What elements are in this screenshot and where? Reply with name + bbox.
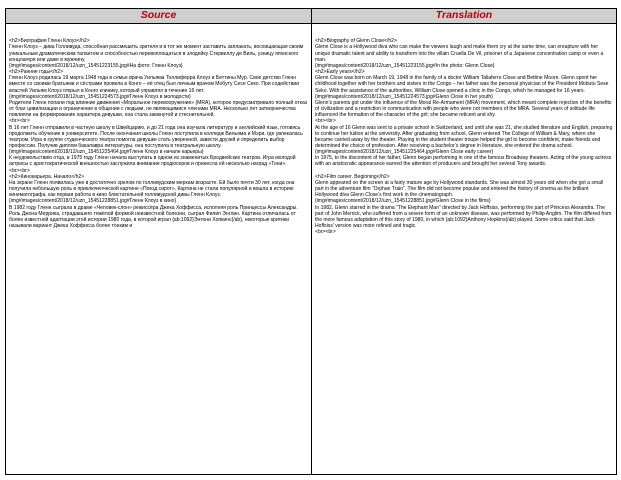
source-header: Source: [6, 9, 312, 24]
source-paragraph: В 1982 году Гленн сыграла в драме «Человек-слон» режиссёра Джека Хоффисса, исполняя роль Принцессы Александры. Роль Джона Меррика, страдавшего тяжёлой формой неизвестной болезни, сыграл Филип Энглин. Картина отличалась от более известной адаптации этой истории 1980 года, в которой играл {ab:1092}Энтони Хопкинс{/ab}, некоторые критики называли вариант Джека Хоффисса более тонким и: [9, 204, 300, 229]
translation-paragraph: Glenn’s parents got under the influence of the Moral Re-Armament (MRA) movement, which meant complete rejection of the benefits of civilization and a restriction in communication with people who were not members of the MRA. Several years of solitude life influenced the formation of the character of the girl; she became reticent and shy.: [315, 99, 613, 119]
translation-paragraph: {img#images/content/2018/12/uzn_15451223155.jpg#In the photo: Glenn Close}: [315, 62, 495, 69]
source-paragraph: {img#images/content/2018/12/uzn_15451224573.jpg#Гленн Клоуз в молодости}: [9, 93, 191, 100]
translation-header: Translation: [312, 9, 617, 24]
translation-paragraph: {img#images/content/2018/12/uzn_15451228851.jpg#Glenn Close in the films}: [315, 198, 491, 205]
translation-paragraph: Glenn Close is a Hollywood diva who can make the viewers laugh and make them cry at the same time, can enrapture with her unique dramatic talent and ability to transform into the villain Cruella De Vil, prisoner of a Japanese concentration camp or even a man.: [315, 44, 605, 63]
header-row: [6, 9, 617, 24]
translation-paragraph: <h2>Biography of Glenn Close</h2>: [315, 38, 397, 45]
translation-paragraph: <br><br>: [315, 118, 336, 125]
source-text: [9, 38, 308, 229]
translation-paragraph: Glenn Close was born on March 19, 1948 in the family of a doctor William Taliaferro Close and Bettine Moore. Glenn spent her childhood together with her brothers and sisters in the Congo – her father was the personal physician of the President Mobutu Sese Seko. With the assistance of the authorities, William Close opened a clinic in the Congo, which he managed for 16 years.: [315, 75, 610, 94]
translation-paragraph: <br><br>: [315, 229, 336, 236]
source-paragraph: {img#images/content/2018/12/uzn_15451228851.jpg#Гленн Клоуз в кино}: [9, 198, 177, 205]
source-paragraph: {img#images/content/2018/12/uzn_15451223155.jpg#На фото: Гленн Клоуз}: [9, 62, 183, 69]
source-paragraph: Гленн Клоуз – дива Голливуда, способная рассмешить зрителя и в тот же момент заставить заплакать, восхищающая своим уникальным драматическим талантом и способностью перевоплощаться в злодейку Стервеллу де Виль, узницу японского концлагеря или даже в мужчину.: [9, 44, 305, 63]
translation-paragraph: In 1975, to the discontent of her father, Glenn began performing in one of the famous Broadway theaters. Acting of the young actress with an aristocratic appearance earned the attention of producers and brought her several Tony awards.: [315, 155, 613, 168]
source-paragraph: Гленн Клоуз родилась 19 марта 1948 года в семье врача Уильяма Толлиферра Клоуз и Беттины Мур. Свое детство Гленн вместе со своими братьями и сёстрами провела в Конго – её отец был личным врачом Мобуту Сесе Секо. При содействии властей Уильям Клоуз открыл в Конго клинику, который управлял в течение 16 лет.: [9, 75, 301, 94]
translation-paragraph: <h2>Early years</h2>: [315, 69, 365, 76]
translation-paragraph: Glenn appeared on the screen at a fairly mature age by Hollywood standards. She was almost 30 years old when she got a small part in the adventure film “Orphan Train”. The film did not become popular and entered the history of cinema as the brilliant Hollywood diva Glenn Close’s first work in the cinematograph.: [315, 179, 605, 199]
source-paragraph: <br><br>: [9, 167, 30, 174]
source-paragraph: {img#images/content/2018/12/uzn_15451225464.jpg#Гленн Клоуз в начале карьеры}: [9, 149, 204, 156]
translation-paragraph: {img#images/content/2018/12/uzn_15451225464.jpg#Glenn Close early career}: [315, 149, 494, 156]
translation-cell: [312, 24, 617, 475]
translation-paragraph: At the age of 16 Glenn was sent to a private school in Switzerland, and until she was 21, she studied literature and English, preparing to continue her tuition at the university. After graduating from school, Glenn entered The College of William & Mary, where she became carried away by the theater. Playing in the student theater troupe helped the girl to become confident, make friends and determined the choice of profession. After receiving a bachelor’s degree in literature, she entered the drama school.: [315, 124, 614, 149]
source-paragraph: К неудовольствию отца, в 1975 году Гленн начала выступать в одном из знаменитых Бродвейских театров. Игра молодой актрисы с аристократической внешностью заслужила внимание продюсеров и принесла ей несколько наград «Тони».: [9, 155, 298, 168]
source-paragraph: В 16 лет Гленн отправили в частную школу в Швейцарию, и до 21 года она изучала литературу и английский язык, готовясь продолжить обучение в университете. После окончания школы Гленн поступила в колледж Вильяма и Мэри, где увлекалась театром. Игра в группе студенческого театра помогла девушке стать уверенной, завести друзей и определить выбор профессии. Получив диплом бакалавра литературы, она поступила в театральную школу.: [9, 124, 305, 149]
source-paragraph: Родители Гленн попали под влияние движения «Моральное перевооружение» (MRA), которое предусматривало полный отказ от благ цивилизации и ограничение в общении с людьми, не являющимися членами MRA. Несколько лет затворничества повлияли на формирование характера девушки, она стала замкнутой и стеснительной.: [9, 99, 309, 119]
source-cell: [6, 24, 312, 475]
translation-paragraph: {img#images/content/2018/12/uzn_15451224573.jpg#Glenn Close in her youth}: [315, 93, 493, 100]
translation-paragraph: <h2>Film career. Beginning</h2>: [315, 173, 390, 180]
translation-text: [315, 38, 613, 235]
content-row: [6, 24, 617, 475]
translation-paragraph: In 1982, Glenn starred in the drama “The Elephant Man” directed by Jack Hoffsiss, performing the part of Princess Alexandra. The part of John Merrick, who suffered from a severe form of an unknown disease, was performed by Philip Anglim. The film differed from the more famous adaptation of this story of 1980, in which {ab:1092}Anthony Hopkins{/ab} played. Some critics said that Jack Hoffsiss’ version was more refined and tragic.: [315, 204, 613, 229]
source-translation-table: [5, 8, 617, 475]
source-paragraph: <br><br>: [9, 118, 30, 125]
source-paragraph: <h2>Биография Гленн Клоуз</h2>: [9, 38, 90, 45]
source-paragraph: <h2>Ранние годы</h2>: [9, 69, 64, 76]
source-paragraph: На экране Гленн появилась уже в достаточно зрелом по голливудским меркам возрасте. Ей было почти 30 лет, когда она получила небольшую роль в приключенческой картине «Поезд сирот». Картина не стала популярной и вошла в историю кинематографа, как первая работа в кино блистательной голливудской дивы Гленн Клоуз.: [9, 179, 296, 199]
source-paragraph: <h2>Кинокарьера. Начало</h2>: [9, 173, 85, 180]
